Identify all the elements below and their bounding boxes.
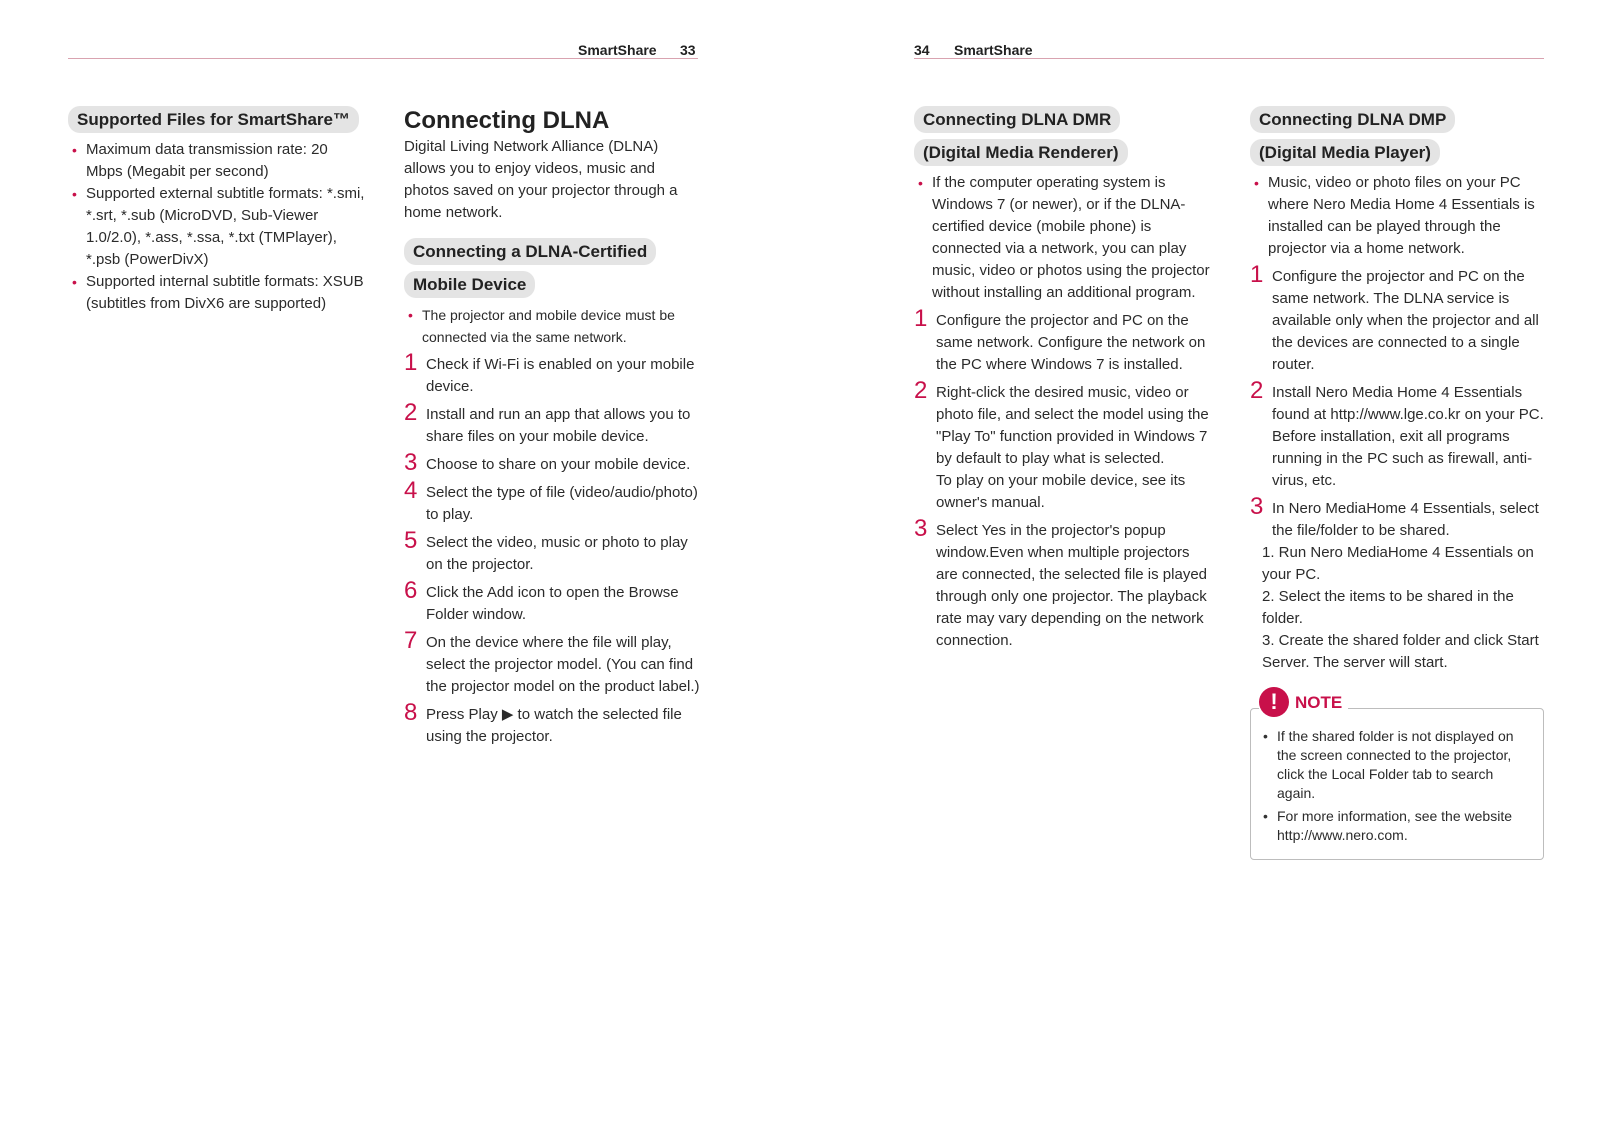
section-title: Connecting DLNA DMR xyxy=(914,106,1120,133)
section-title-cont: (Digital Media Renderer) xyxy=(914,139,1128,166)
step-text: Click the Add icon to open the Browse Folder window. xyxy=(426,584,679,623)
list-item: • Maximum data transmission rate: 20 Mbps (Megabit per second) xyxy=(68,139,368,183)
step-text: Choose to share on your mobile device. xyxy=(426,456,691,473)
section-title: Supported Files for SmartShare™ xyxy=(68,106,359,133)
step-item xyxy=(404,577,700,626)
step-item xyxy=(404,527,700,576)
dmr-section xyxy=(914,106,1210,652)
steps-list xyxy=(1250,261,1544,542)
exclamation-icon: ! xyxy=(1259,687,1289,717)
page-title: Connecting DLNA xyxy=(404,107,610,134)
note-header xyxy=(1259,687,1348,717)
intro-paragraph: Digital Living Network Alliance (DLNA) allows you to enjoy videos, music and photos saved on your projector through a home network. xyxy=(404,138,678,221)
step-text: Select the type of file (video/audio/photo) to play. xyxy=(426,484,698,523)
list-item: • The projector and mobile device must be connected via the same network. xyxy=(404,304,700,348)
step-text: Configure the projector and PC on the same network. The DLNA service is available only when the projector and all the devices are connected to a single router. xyxy=(1272,268,1539,373)
step-text: Select Yes in the projector's popup window.Even when multiple projectors are connected, the selected file is played through only one projector. The playback rate may vary depending on the network connection. xyxy=(936,522,1208,649)
list-item: • If the computer operating system is Windows 7 (or newer), or if the DLNA-certified device (mobile phone) is connected via a network, you can play music, video or photos using the projector without installing an additional program. xyxy=(914,172,1210,304)
header-rule xyxy=(68,58,698,59)
supported-files-list xyxy=(68,139,368,315)
page-number: 34 xyxy=(914,42,930,58)
substep-item: 3. Create the shared folder and click Start Server. The server will start. xyxy=(1262,632,1539,671)
step-item xyxy=(1250,493,1544,542)
requirement-list xyxy=(404,304,700,348)
step-item xyxy=(404,349,700,398)
section-title-cont: Mobile Device xyxy=(404,271,535,298)
steps-list xyxy=(914,305,1210,652)
list-item: • If the shared folder is not displayed on the screen connected to the projector, click the Local Folder tab to search again. xyxy=(1261,727,1531,803)
dlna-section xyxy=(404,106,700,748)
right-page xyxy=(806,0,1612,1128)
step-text: Press Play ▶ to watch the selected file using the projector. xyxy=(426,706,682,745)
step-item xyxy=(914,377,1210,514)
list-item: • For more information, see the website http://www.nero.com. xyxy=(1261,807,1531,845)
dmr-bullet-list xyxy=(914,172,1210,304)
page-number: 33 xyxy=(680,42,696,58)
step-number: 2 xyxy=(914,377,928,404)
step-number: 1 xyxy=(404,349,418,376)
step-text: Install and run an app that allows you to share files on your mobile device. xyxy=(426,406,691,445)
step-number: 4 xyxy=(404,477,418,504)
step-item xyxy=(914,515,1210,652)
step-text: In Nero MediaHome 4 Essentials, select the file/folder to be shared. xyxy=(1272,500,1539,539)
step-text: Install Nero Media Home 4 Essentials found at http://www.lge.co.kr on your PC. Before installation, exit all programs running in the PC such as firewall, anti-virus, etc. xyxy=(1272,384,1544,489)
step-number: 3 xyxy=(404,449,418,476)
step-number: 1 xyxy=(914,305,928,332)
step-number: 3 xyxy=(914,515,928,542)
step-number: 6 xyxy=(404,577,418,604)
step-text: On the device where the file will play, select the projector model. (You can find the projector model on the product label.) xyxy=(426,634,700,695)
section-title: Connecting a DLNA-Certified xyxy=(404,238,656,265)
substep-item: 1. Run Nero MediaHome 4 Essentials on your PC. xyxy=(1262,544,1534,583)
step-number: 7 xyxy=(404,627,418,654)
step-number: 3 xyxy=(1250,493,1264,520)
header-title: SmartShare xyxy=(954,42,1033,58)
list-item: • Supported internal subtitle formats: XSUB (subtitles from DivX6 are supported) xyxy=(68,271,368,315)
step-text: Check if Wi-Fi is enabled on your mobile device. xyxy=(426,356,695,395)
step-item xyxy=(404,627,700,698)
step-text: Right-click the desired music, video or photo file, and select the model using the "Play To" function provided in Windows 7 by default to play what is selected. xyxy=(936,384,1209,467)
list-item: • Supported external subtitle formats: *.smi, *.srt, *.sub (MicroDVD, Sub-Viewer 1.0/2.0), *.ass, *.ssa, *.txt (TMPlayer), *.psb (PowerDivX) xyxy=(68,183,368,271)
step-item xyxy=(404,477,700,526)
note-list xyxy=(1261,727,1531,845)
step-number: 2 xyxy=(1250,377,1264,404)
dmp-section xyxy=(1250,106,1544,860)
step-item xyxy=(914,305,1210,376)
header-title: SmartShare xyxy=(578,42,657,58)
note-box xyxy=(1250,689,1544,860)
step-number: 1 xyxy=(1250,261,1264,288)
section-title-cont: (Digital Media Player) xyxy=(1250,139,1440,166)
step-item xyxy=(1250,261,1544,376)
step-item xyxy=(404,449,700,476)
steps-list xyxy=(404,349,700,748)
section-title: Connecting DLNA DMP xyxy=(1250,106,1455,133)
step-number: 5 xyxy=(404,527,418,554)
note-label: NOTE xyxy=(1295,692,1343,712)
step-number: 8 xyxy=(404,699,418,726)
dmp-bullet-list xyxy=(1250,172,1544,260)
list-item: • Music, video or photo files on your PC where Nero Media Home 4 Essentials is installed can be played through the projector via a home network. xyxy=(1250,172,1544,260)
step-item xyxy=(1250,377,1544,492)
substep-item: 2. Select the items to be shared in the folder. xyxy=(1262,588,1514,627)
step-extra-text: To play on your mobile device, see its owner's manual. xyxy=(936,472,1186,511)
supported-files-section xyxy=(68,106,368,315)
step-number: 2 xyxy=(404,399,418,426)
step-text: Select the video, music or photo to play on the projector. xyxy=(426,534,688,573)
header-rule xyxy=(914,58,1544,59)
step-text: Configure the projector and PC on the same network. Configure the network on the PC where Windows 7 is installed. xyxy=(936,312,1206,373)
step-item xyxy=(404,399,700,448)
substeps-list xyxy=(1250,542,1544,674)
step-item xyxy=(404,699,700,748)
